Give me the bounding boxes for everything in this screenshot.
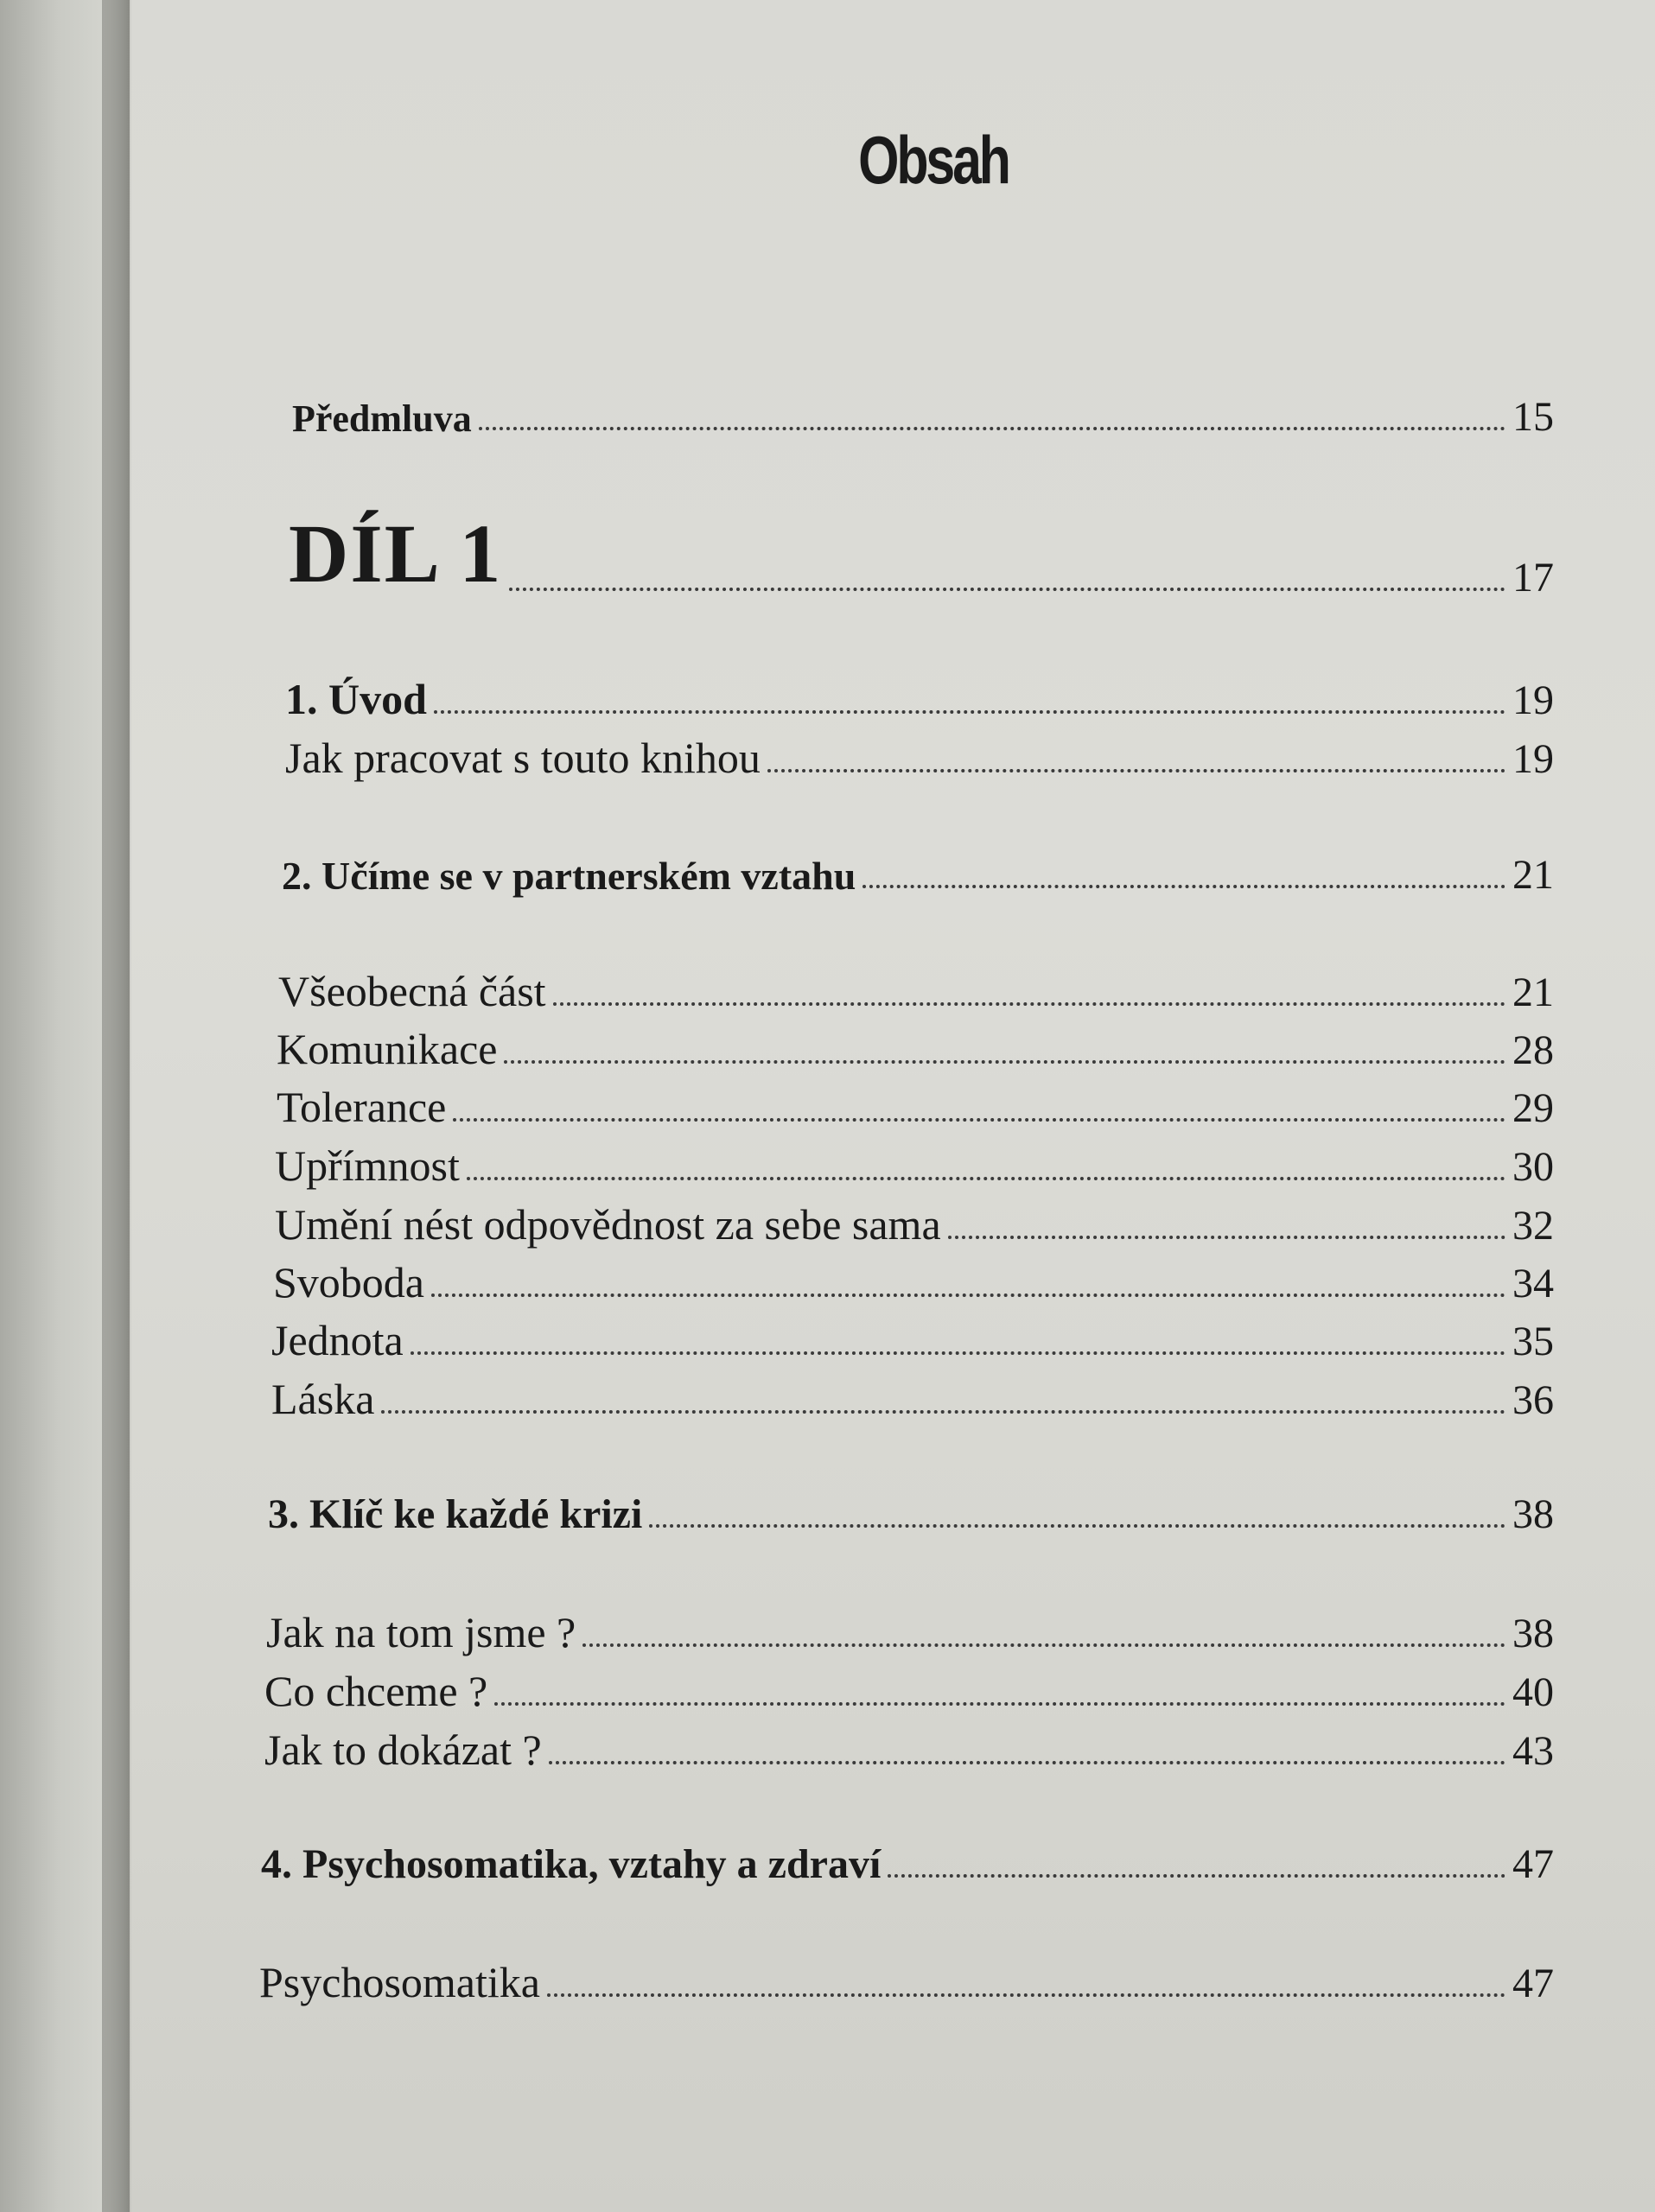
dot-leader: [948, 1236, 1505, 1239]
toc-entry-page: 47: [1512, 1961, 1554, 2006]
dot-leader: [479, 427, 1505, 430]
dot-leader: [767, 769, 1505, 772]
toc-entry-page: 21: [1512, 969, 1554, 1015]
toc-entry-label: Jednota: [271, 1316, 404, 1364]
dot-leader: [549, 1761, 1505, 1764]
toc-entry-page: 29: [1512, 1085, 1554, 1131]
dot-leader: [381, 1410, 1505, 1414]
toc-entry-label: Psychosomatika: [259, 1958, 540, 2006]
toc-entry-label: Svoboda: [273, 1258, 424, 1306]
dot-leader: [582, 1643, 1505, 1647]
toc-entry: [275, 1199, 1554, 1249]
toc-entry: [273, 1257, 1554, 1307]
toc-entry-page: 28: [1512, 1027, 1554, 1073]
toc-entry-label: Všeobecná část: [278, 967, 546, 1015]
dot-leader: [649, 1524, 1505, 1528]
toc-entry: [277, 1024, 1554, 1074]
toc-entry-page: 43: [1512, 1728, 1554, 1774]
toc-entry-label: 2. Učíme se v partnerském vztahu: [282, 854, 856, 898]
toc-entry: [275, 1141, 1554, 1191]
toc-entry-label: 3. Klíč ke každé krizi: [268, 1491, 643, 1537]
toc-entry-label: Předmluva: [292, 397, 472, 440]
toc-entry-label: Upřímnost: [275, 1141, 460, 1190]
toc-entry-page: 38: [1512, 1611, 1554, 1656]
toc-entry-label: Láska: [271, 1375, 375, 1423]
toc-entry: [264, 1666, 1554, 1716]
toc-entry-label: 1. Úvod: [285, 675, 427, 723]
toc-entry: [264, 1725, 1554, 1775]
toc-entry-label: DÍL 1: [289, 507, 503, 600]
dot-leader: [434, 710, 1505, 714]
toc-entry: [292, 393, 1554, 441]
toc-entry: [285, 733, 1554, 783]
toc-entry: [268, 1491, 1554, 1538]
dot-leader: [431, 1294, 1505, 1297]
toc-entry-page: 17: [1512, 555, 1554, 601]
dot-leader: [509, 588, 1505, 591]
dot-leader: [411, 1351, 1505, 1355]
toc-entry: [271, 1374, 1554, 1424]
toc-entry-page: 38: [1512, 1491, 1554, 1537]
toc-entry-page: 32: [1512, 1203, 1554, 1249]
toc-entry-page: 40: [1512, 1669, 1554, 1715]
toc-entry-page: 35: [1512, 1319, 1554, 1364]
toc-entry: [289, 505, 1554, 601]
toc-entry-page: 15: [1512, 394, 1554, 440]
toc-entry: [259, 1957, 1554, 2007]
toc-entry: [277, 1082, 1554, 1132]
dot-leader: [504, 1060, 1505, 1064]
dot-leader: [553, 1002, 1505, 1006]
toc-entry-page: 36: [1512, 1377, 1554, 1423]
dot-leader: [467, 1177, 1505, 1180]
toc-entry-page: 34: [1512, 1261, 1554, 1306]
toc-entry-page: 19: [1512, 677, 1554, 723]
toc-entry: [285, 674, 1554, 724]
toc-entry-page: 47: [1512, 1841, 1554, 1887]
dot-leader: [494, 1702, 1505, 1706]
dot-leader: [453, 1118, 1505, 1122]
dot-leader: [888, 1874, 1505, 1878]
toc-entry-label: Umění nést odpovědnost za sebe sama: [275, 1200, 941, 1249]
toc-entry: [282, 851, 1554, 899]
toc-entry-label: Co chceme ?: [264, 1667, 488, 1715]
dot-leader: [863, 885, 1505, 888]
toc-entry-page: 21: [1512, 852, 1554, 898]
toc-entry-page: 30: [1512, 1144, 1554, 1190]
page-title: Obsah: [858, 122, 1009, 198]
toc-entry-page: 19: [1512, 736, 1554, 782]
toc-entry-label: Jak pracovat s touto knihou: [285, 734, 761, 782]
toc-entry-label: Jak to dokázat ?: [264, 1726, 542, 1774]
toc-entry-label: 4. Psychosomatika, vztahy a zdraví: [261, 1841, 882, 1887]
dot-leader: [547, 1993, 1505, 1997]
toc-entry: [261, 1840, 1554, 1888]
toc-entry-label: Komunikace: [277, 1025, 498, 1073]
toc-entry: [271, 1315, 1554, 1365]
toc-entry: [278, 966, 1554, 1016]
toc-entry: [266, 1607, 1554, 1657]
toc-entry-label: Jak na tom jsme ?: [266, 1608, 576, 1656]
toc-entry-label: Tolerance: [277, 1083, 447, 1131]
